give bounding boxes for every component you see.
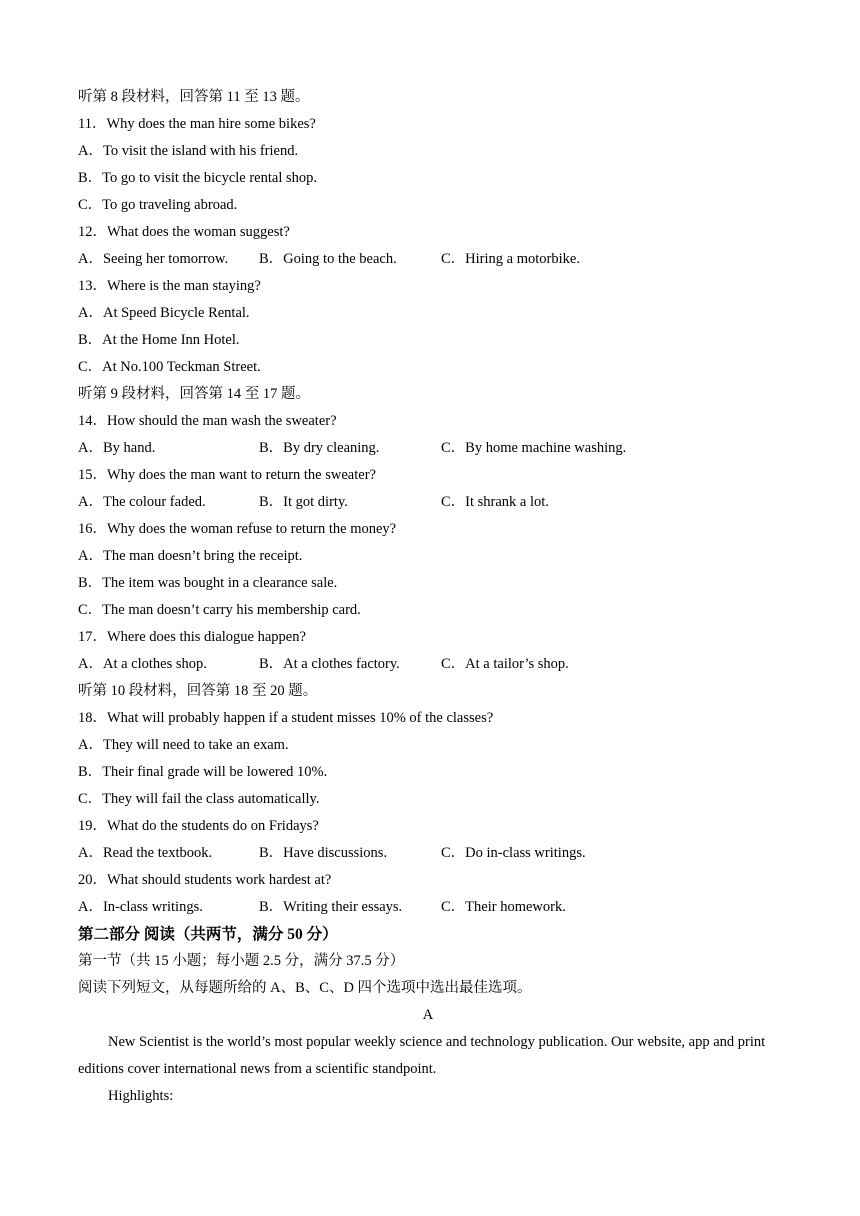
options-row bbox=[78, 894, 778, 921]
question-stem: 20．What should students work hardest at? bbox=[78, 872, 332, 888]
option-b: B．The item was bought in a clearance sale. bbox=[78, 575, 338, 591]
question-stem: 14．How should the man wash the sweater? bbox=[78, 413, 337, 429]
option-c: C．By home machine washing. bbox=[441, 440, 627, 456]
option-b: B．Their final grade will be lowered 10%. bbox=[78, 764, 328, 780]
option-c: C．To go traveling abroad. bbox=[78, 197, 238, 213]
passage-letter: A bbox=[422, 1007, 434, 1023]
section-heading: 听第 8 段材料，回答第 11 至 13 题。 bbox=[78, 89, 310, 105]
options-row bbox=[78, 840, 778, 867]
option-b: B．Have discussions. bbox=[259, 845, 388, 861]
option-c: C．Do in-class writings. bbox=[441, 845, 586, 861]
option-a: A．By hand. bbox=[78, 440, 156, 456]
options-row bbox=[78, 435, 778, 462]
option-b: B．To go to visit the bicycle rental shop. bbox=[78, 170, 318, 186]
exam-page bbox=[78, 84, 778, 1110]
section-heading: 听第 9 段材料，回答第 14 至 17 题。 bbox=[78, 386, 310, 402]
question-stem: 17．Where does this dialogue happen? bbox=[78, 629, 306, 645]
option-a: A．The colour faded. bbox=[78, 494, 206, 510]
question-stem: 19．What do the students do on Fridays? bbox=[78, 818, 319, 834]
highlights-label: Highlights: bbox=[108, 1088, 174, 1104]
option-b: B．By dry cleaning. bbox=[259, 440, 380, 456]
question-stem: 13．Where is the man staying? bbox=[78, 278, 261, 294]
option-b: B．It got dirty. bbox=[259, 494, 348, 510]
option-a: A．At a clothes shop. bbox=[78, 656, 207, 672]
option-c: C．Hiring a motorbike. bbox=[441, 251, 580, 267]
option-a: A．In-class writings. bbox=[78, 899, 203, 915]
option-c: C．Their homework. bbox=[441, 899, 566, 915]
question-stem: 16．Why does the woman refuse to return the money? bbox=[78, 521, 397, 537]
option-a: A．At Speed Bicycle Rental. bbox=[78, 305, 250, 321]
option-c: C．At a tailor’s shop. bbox=[441, 656, 569, 672]
question-stem: 15．Why does the man want to return the sweater? bbox=[78, 467, 376, 483]
option-a: A．Read the textbook. bbox=[78, 845, 213, 861]
question-stem: 11．Why does the man hire some bikes? bbox=[78, 116, 316, 132]
option-b: B．Writing their essays. bbox=[259, 899, 403, 915]
option-c: C．At No.100 Teckman Street. bbox=[78, 359, 261, 375]
option-c: C．It shrank a lot. bbox=[441, 494, 549, 510]
instruction: 阅读下列短文，从每题所给的 A、B、C、D 四个选项中选出最佳选项。 bbox=[78, 980, 532, 996]
option-a: A．To visit the island with his friend. bbox=[78, 143, 299, 159]
option-b: B．At the Home Inn Hotel. bbox=[78, 332, 240, 348]
option-c: C．The man doesn’t carry his membership card. bbox=[78, 602, 361, 618]
option-c: C．They will fail the class automatically. bbox=[78, 791, 320, 807]
option-a: A．Seeing her tomorrow. bbox=[78, 251, 229, 267]
question-stem: 18．What will probably happen if a student misses 10% of the classes? bbox=[78, 710, 494, 726]
section-subtitle: 第一节（共 15 小题；每小题 2.5 分，满分 37.5 分） bbox=[78, 953, 405, 969]
option-b: B．Going to the beach. bbox=[259, 251, 397, 267]
passage-paragraph: New Scientist is the world’s most popular weekly science and technology publication. Our website, app and print editions cover international news from a scientific standpoint. bbox=[78, 1034, 766, 1077]
option-a: A．The man doesn’t bring the receipt. bbox=[78, 548, 303, 564]
option-a: A．They will need to take an exam. bbox=[78, 737, 289, 753]
part-title: 第二部分 阅读（共两节，满分 50 分） bbox=[78, 926, 338, 943]
options-row bbox=[78, 651, 778, 678]
options-row bbox=[78, 489, 778, 516]
question-stem: 12．What does the woman suggest? bbox=[78, 224, 290, 240]
section-heading: 听第 10 段材料，回答第 18 至 20 题。 bbox=[78, 683, 318, 699]
options-row bbox=[78, 246, 778, 273]
option-b: B．At a clothes factory. bbox=[259, 656, 400, 672]
